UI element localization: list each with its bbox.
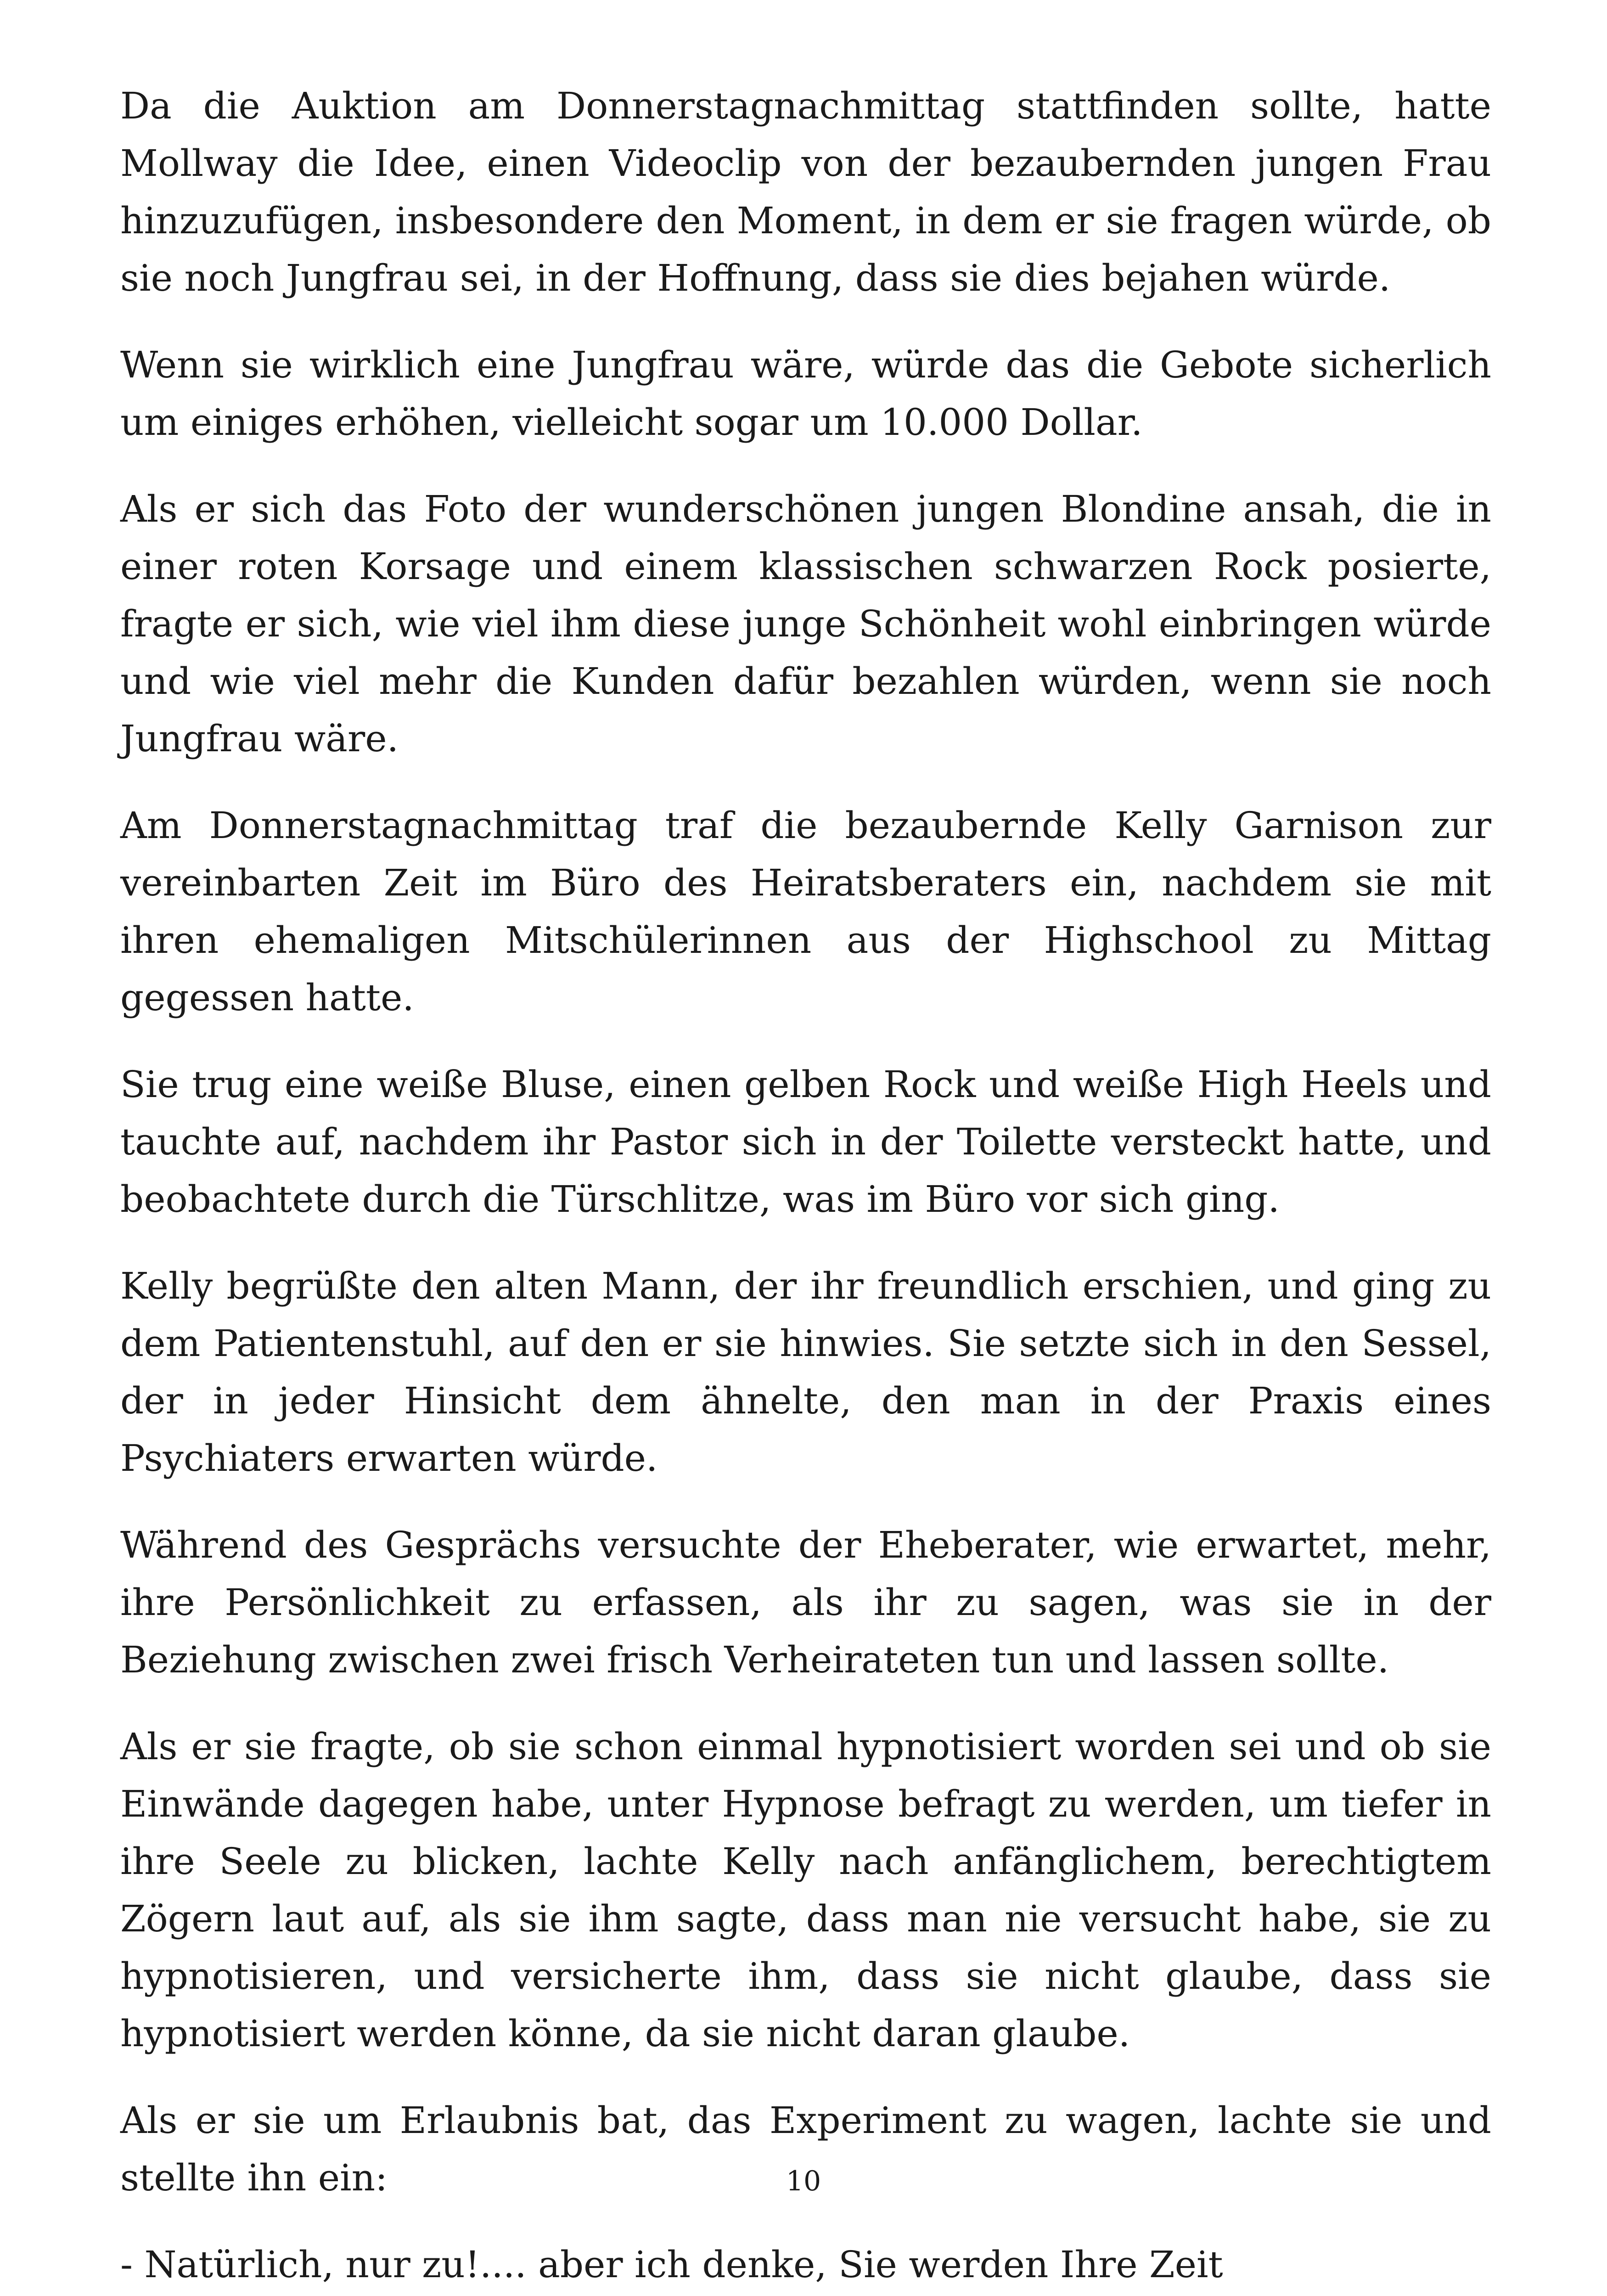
page-number: 10 bbox=[786, 2165, 821, 2197]
paragraph-1: Da die Auktion am Donnerstagnachmittag stattfinden sollte, hatte Mollway die Idee, einen Videoclip von der bezaubernden jungen Frau hinzuzufügen, insbesondere den Moment, in dem er sie fragen würde, ob sie noch Jungfrau sei, in der Hoffnung, dass sie dies bejahen würde. bbox=[120, 84, 1491, 299]
paragraph-8: Als er sie fragte, ob sie schon einmal hypnotisiert worden sei und ob sie Einwände dagegen habe, unter Hypnose befragt zu werden, um tiefer in ihre Seele zu blicken, lachte Kelly nach anfänglichem, berechtigtem Zögern laut auf, als sie ihm sagte, dass man nie versucht habe, sie zu hypnotisieren, und versicherte ihm, dass sie nicht glaube, dass sie hypnotisiert werden könne, da sie nicht daran glaube. bbox=[120, 1725, 1491, 2055]
paragraph-3: Als er sich das Foto der wunderschönen jungen Blondine ansah, die in einer roten Korsage und einem klassischen schwarzen Rock posierte, fragte er sich, wie viel ihm diese junge Schönheit wohl einbringen würde und wie viel mehr die Kunden dafür bezahlen würden, wenn sie noch Jungfrau wäre. bbox=[120, 488, 1491, 760]
paragraph-10-dialogue: - Natürlich, nur zu!.... aber ich denke, Sie werden Ihre Zeit bbox=[120, 2243, 1223, 2286]
paragraph-5: Sie trug eine weiße Bluse, einen gelben Rock und weiße High Heels und tauchte auf, nachdem ihr Pastor sich in der Toilette versteckt hatte, und beobachtete durch die Türschlitze, was im Büro vor sich ging. bbox=[120, 1063, 1491, 1221]
body-text bbox=[120, 77, 1491, 2296]
paragraph-6: Kelly begrüßte den alten Mann, der ihr freundlich erschien, und ging zu dem Patientenstuhl, auf den er sie hinwies. Sie setzte sich in den Sessel, der in jeder Hinsicht dem ähnelte, den man in der Praxis eines Psychiaters erwarten würde. bbox=[120, 1265, 1491, 1480]
paragraph-4: Am Donnerstagnachmittag traf die bezaubernde Kelly Garnison zur vereinbarten Zeit im Büro des Heiratsberaters ein, nachdem sie mit ihren ehemaligen Mitschülerinnen aus der Highschool zu Mittag gegessen hatte. bbox=[120, 804, 1491, 1019]
paragraph-2: Wenn sie wirklich eine Jungfrau wäre, würde das die Gebote sicherlich um einiges erhöhen, vielleicht sogar um 10.000 Dollar. bbox=[120, 343, 1491, 444]
paragraph-7: Während des Gesprächs versuchte der Eheberater, wie erwartet, mehr, ihre Persönlichkeit zu erfassen, als ihr zu sagen, was sie in der Beziehung zwischen zwei frisch Verheirateten tun und lassen sollte. bbox=[120, 1524, 1491, 1681]
paragraph-9: Als er sie um Erlaubnis bat, das Experiment zu wagen, lachte sie und stellte ihn ein: bbox=[120, 2099, 1491, 2199]
